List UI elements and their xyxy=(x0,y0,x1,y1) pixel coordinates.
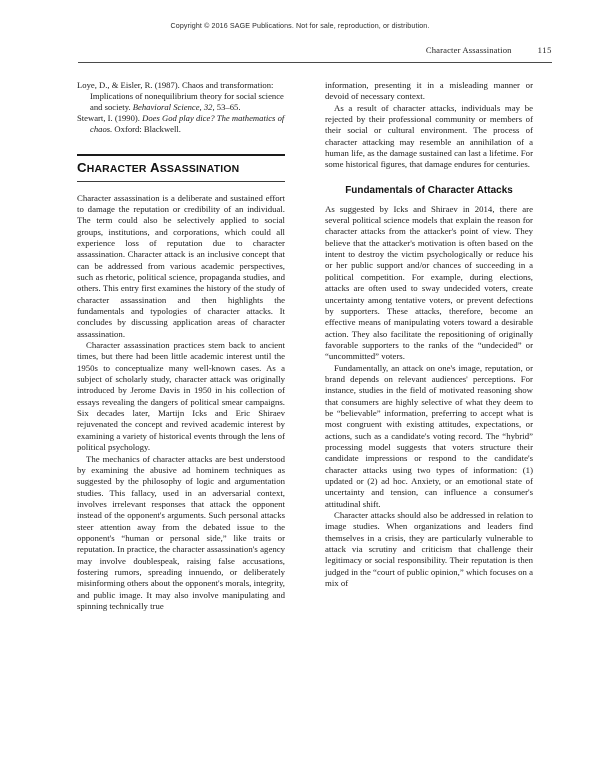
paragraph: As a result of character attacks, individuals may be rejected by their professional community or members of their social or cultural environment. The process of character attacking may resemble an annihilation of a human life, as the damage sustained can last a lifetime. For some historical figures, that damage endures for centuries. xyxy=(325,102,533,170)
left-column xyxy=(77,80,285,612)
entry-heading-block xyxy=(77,154,285,182)
page-number: 115 xyxy=(537,45,552,55)
reference-item xyxy=(77,113,285,135)
paragraph: Fundamentally, an attack on one's image, reputation, or brand depends on relevant audiences' perceptions. For instance, studies in the field of motivated reasoning show that consumers are highly selective of what they deem to be “believable” information, preferring to accept what is most congruent with existing attitudes, expectations, or actions, such as a candidate's voting record. The “hybrid” processing model suggests that voters structure their candidate impressions or respond to the candidate's character attacks using two types of information: (1) updated or (2) ad hoc. Anxiety, or an emotional state of uncertainty and tension, can influence a consumer's attitudinal shift. xyxy=(325,362,533,509)
reference-item xyxy=(77,80,285,113)
running-head xyxy=(78,45,552,59)
reference-italic-part: Behavioral Science, 32, xyxy=(132,102,217,112)
reference-text-part: Loye, D., & Eisler, R. (1987). Chaos and transformation: Implications of nonequilibrium theory for social science and society. xyxy=(77,80,284,112)
reference-text-part: 53–65. xyxy=(216,102,241,112)
paragraph: Character attacks should also be addressed in relation to image studies. When organizations and leaders find themselves in a crisis, they are particularly vulnerable to attack via scrutiny and criticism that challenge their legitimacy or social responsibility. Their reputation is then judged in the “court of public opinion,” which focuses on a mix of xyxy=(325,510,533,589)
reference-list xyxy=(77,80,285,135)
paragraph: information, presenting it in a misleading manner or devoid of necessary context. xyxy=(325,80,533,102)
reference-italic-part: Does God play dice? The mathematics of chaos. xyxy=(90,113,285,134)
copyright-notice: Copyright © 2016 SAGE Publications. Not for sale, reproduction, or distribution. xyxy=(170,22,430,30)
header-rule xyxy=(78,62,552,63)
reference-text-part: Oxford: Blackwell. xyxy=(114,124,181,134)
heading-rule-bottom xyxy=(77,181,285,182)
sub-heading: Fundamentals of Character Attacks xyxy=(345,184,513,196)
paragraph: The mechanics of character attacks are best understood by examining the abusive ad hominem techniques as suggested by the philosophy of logic and argumentation studies. This fallacy, used in an adversarial context, involves irrelevant responses that attack the opponent instead of the opponent's arguments. Such personal attacks steer attention away from the debated issue to the opponent's “human or personal side,” like traits or reputation. In practice, the character assassination's agency may involve doublespeak, raising false accusations, fostering rumors, spreading innuendo, or deliberately misinforming others about the opponent's morals, integrity, and public image. It may also involve manipulating and spinning technically true xyxy=(77,453,285,611)
reference-text-part: Stewart, I. (1990). xyxy=(77,113,143,123)
entry-heading: CHARACTER ASSASSINATION xyxy=(77,159,240,175)
paragraph: As suggested by Icks and Shiraev in 2014, there are several political science models that explain the reason for character attacks from the attacker's point of view. They believe that the attacker's motivation is often based on the intent to destroy the victim psychologically or reduce his or her public support and/or chances of succeeding in a political competition. For example, during elections, attacks are often used to sway undecided voters, create uncertainty among tentative voters, or prevent defections by supporters. These attacks, therefore, become an effective means of manipulating voters toward a desirable action. They also facilitate the repositioning of originally favorable supporters to the ranks of the “undecided” or “uncommitted” voters. xyxy=(325,203,533,362)
right-column xyxy=(325,80,533,589)
paragraph: Character assassination practices stem back to ancient times, but there had been little academic interest until the 1950s to conceptualize many well-known cases. As a subject of scholarly study, character attack was originally introduced by Jerome Davis in 1950 in his collection of essays revealing the dangers of political smear campaigns. Six decades later, Martijn Icks and Eric Shiraev rejuvenated the concept and revived academic interest by examining a variety of historical events through the lens of political psychology. xyxy=(77,340,285,453)
running-head-title: Character Assassination xyxy=(425,45,512,55)
paragraph: Character assassination is a deliberate and sustained effort to damage the reputation or credibility of an individual. The term could also be selectively applied to social groups, institutions, and corporations, which could all experience loss of reputation due to character assassination. Character attack is an inclusive concept that can be addressed from various academic perspectives, such as rhetoric, political science, propaganda studies, and others. This entry first examines the history of the study of character assassination and then highlights the fundamentals and typologies of character attacks. It concludes by discussing application areas of character assassination. xyxy=(77,192,285,339)
